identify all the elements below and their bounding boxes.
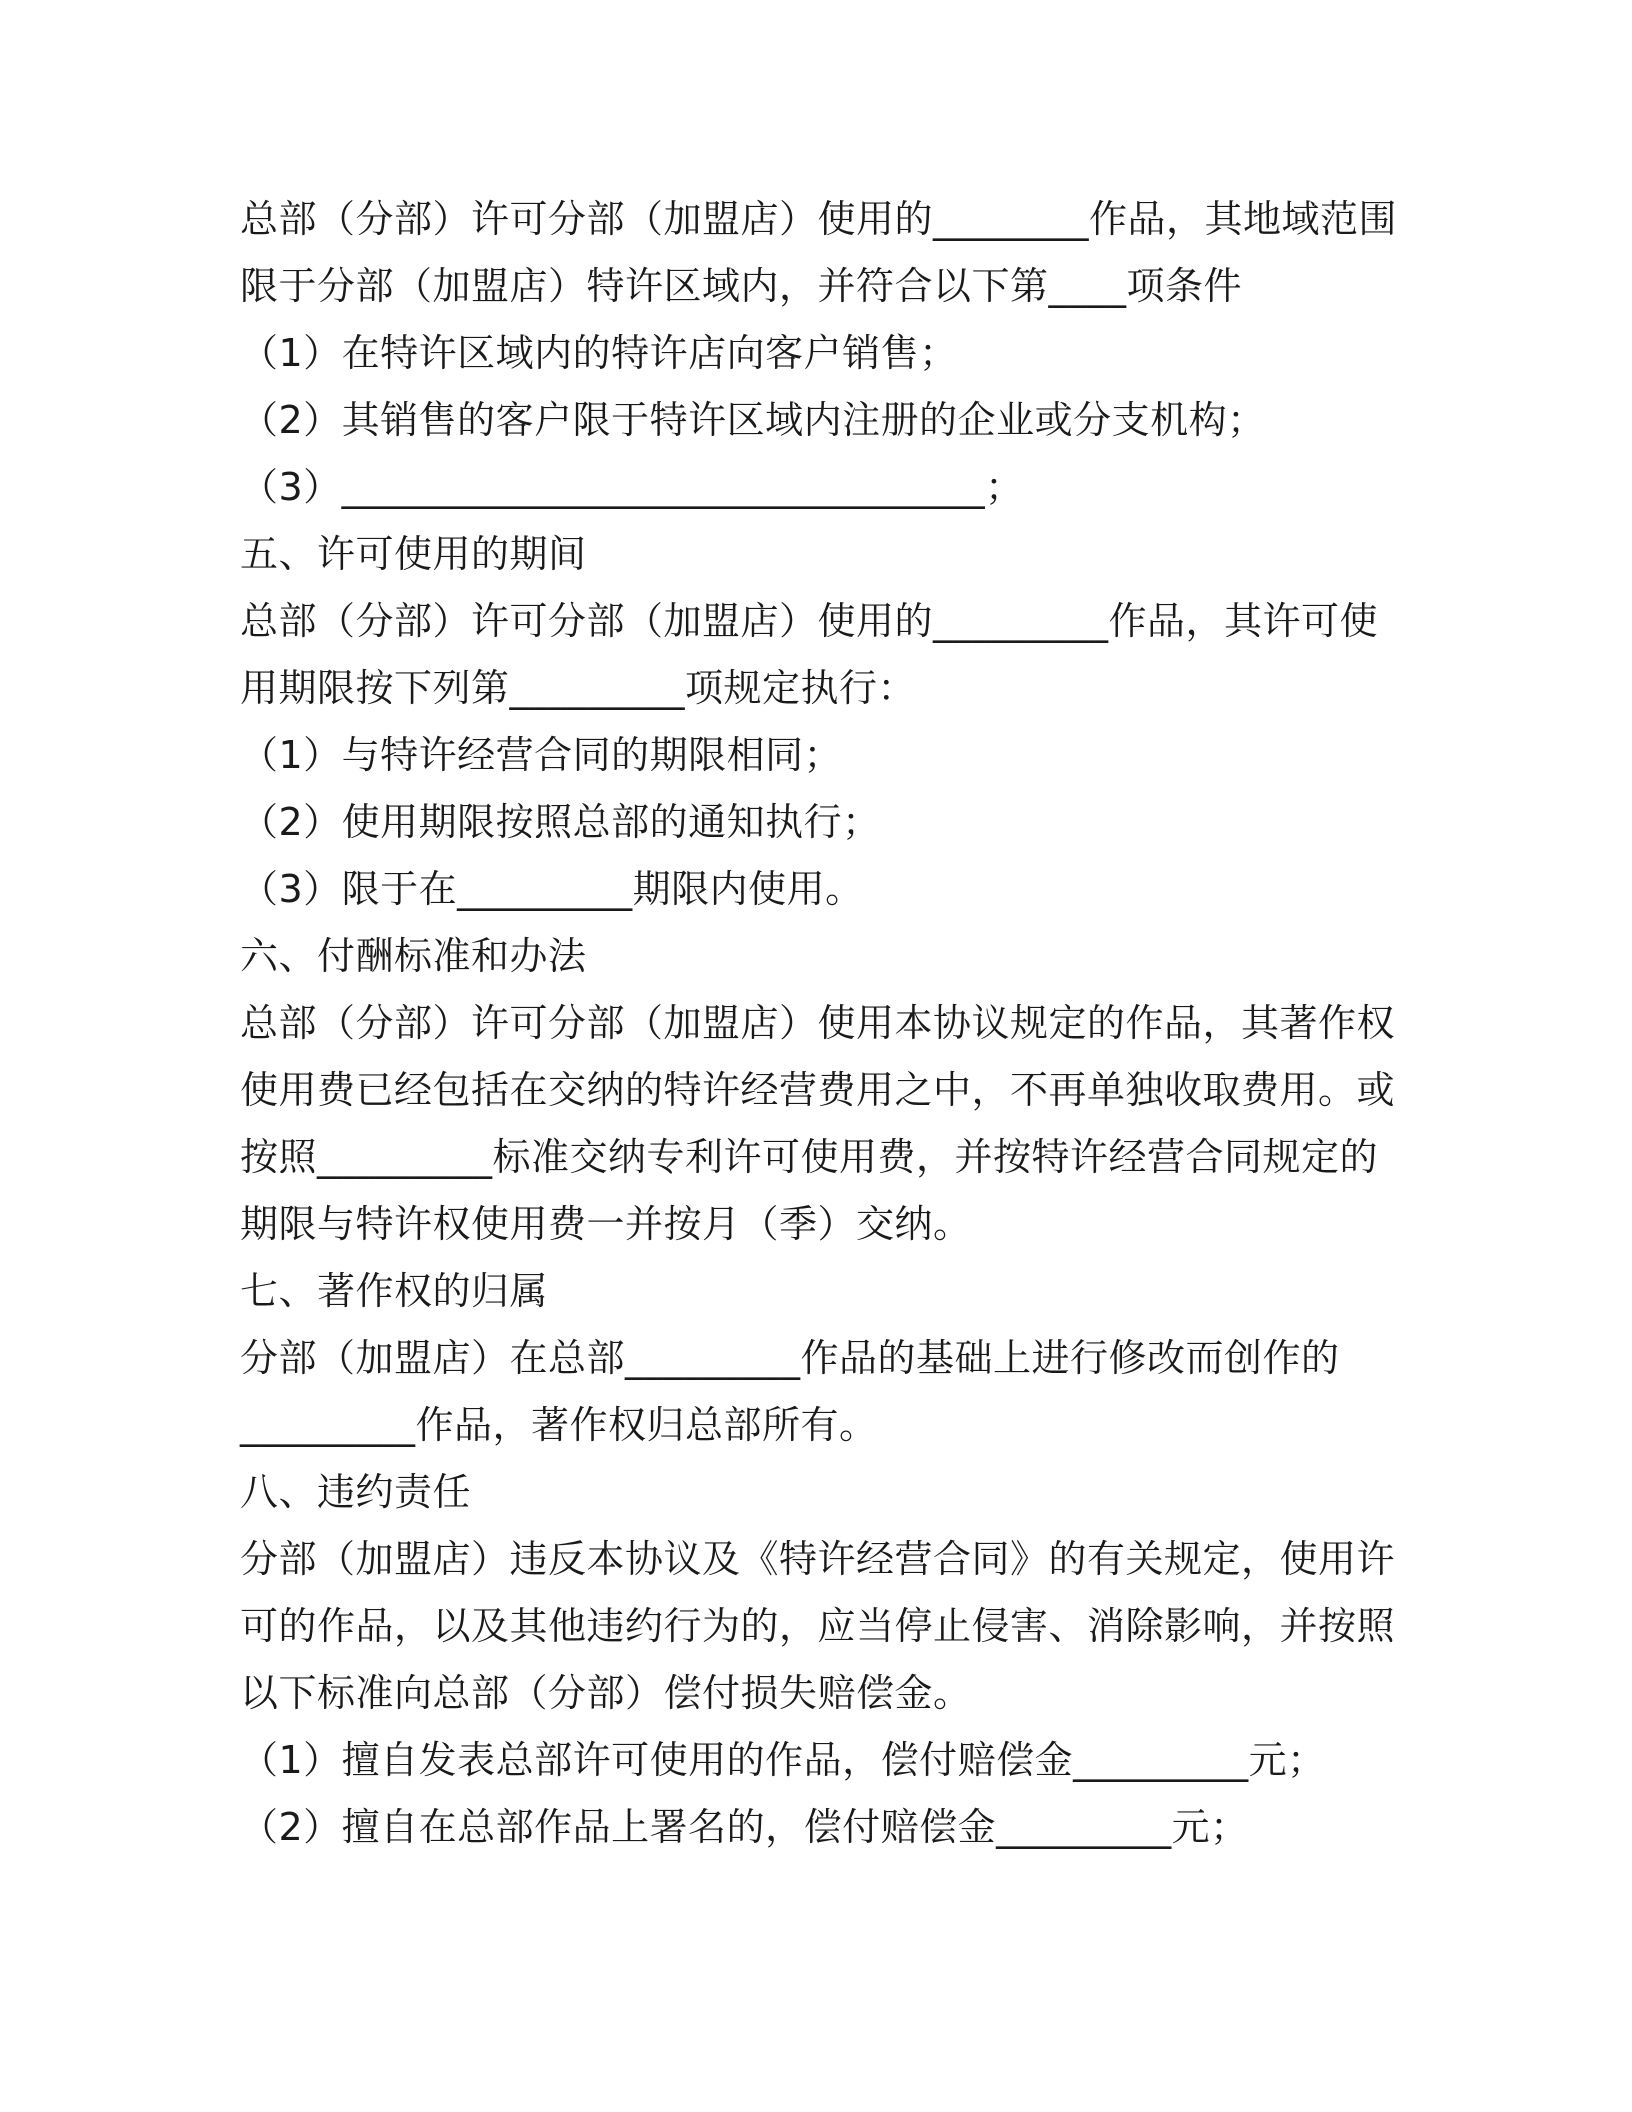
section-heading: 五、许可使用的期间 xyxy=(240,532,587,576)
paragraph-line: 总部（分部）许可分部（加盟店）使用的_________作品，其许可使 xyxy=(240,599,1379,643)
document-body xyxy=(240,186,1398,1861)
paragraph-line: 限于分部（加盟店）特许区域内，并符合以下第____项条件 xyxy=(240,264,1243,308)
paragraph-line: 可的作品，以及其他违约行为的，应当停止侵害、消除影响，并按照 xyxy=(240,1604,1396,1648)
paragraph-line: 总部（分部）许可分部（加盟店）使用本协议规定的作品，其著作权 xyxy=(240,1001,1396,1045)
list-item: （2）擅自在总部作品上署名的，偿付赔偿金_________元； xyxy=(240,1805,1249,1849)
list-item: （1）擅自发表总部许可使用的作品，偿付赔偿金_________元； xyxy=(240,1738,1326,1782)
list-item: （1）与特许经营合同的期限相同； xyxy=(240,733,843,777)
list-item: （2）使用期限按照总部的通知执行； xyxy=(240,800,881,844)
paragraph-line: 按照_________标准交纳专利许可使用费，并按特许经营合同规定的 xyxy=(240,1135,1379,1179)
list-item: （3）_________________________________； xyxy=(240,465,1024,509)
paragraph-line: 用期限按下列第_________项规定执行： xyxy=(240,666,917,710)
section-heading: 六、付酬标准和办法 xyxy=(240,934,587,978)
list-item: （1）在特许区域内的特许店向客户销售； xyxy=(240,331,958,375)
paragraph-line: 分部（加盟店）违反本协议及《特许经营合同》的有关规定，使用许 xyxy=(240,1537,1396,1581)
paragraph-line: 使用费已经包括在交纳的特许经营费用之中，不再单独收取费用。或 xyxy=(240,1068,1396,1112)
paragraph-line: _________作品，著作权归总部所有。 xyxy=(240,1403,878,1447)
paragraph-line: 总部（分部）许可分部（加盟店）使用的________作品，其地域范围 xyxy=(240,197,1398,241)
section-heading: 七、著作权的归属 xyxy=(240,1269,549,1313)
list-item: （2）其销售的客户限于特许区域内注册的企业或分支机构； xyxy=(240,398,1266,442)
paragraph-line: 以下标准向总部（分部）偿付损失赔偿金。 xyxy=(240,1671,972,1715)
paragraph-line: 分部（加盟店）在总部_________作品的基础上进行修改而创作的 xyxy=(240,1336,1340,1380)
list-item: （3）限于在_________期限内使用。 xyxy=(240,867,864,911)
paragraph-line: 期限与特许权使用费一并按月（季）交纳。 xyxy=(240,1202,972,1246)
section-heading: 八、违约责任 xyxy=(240,1470,472,1514)
